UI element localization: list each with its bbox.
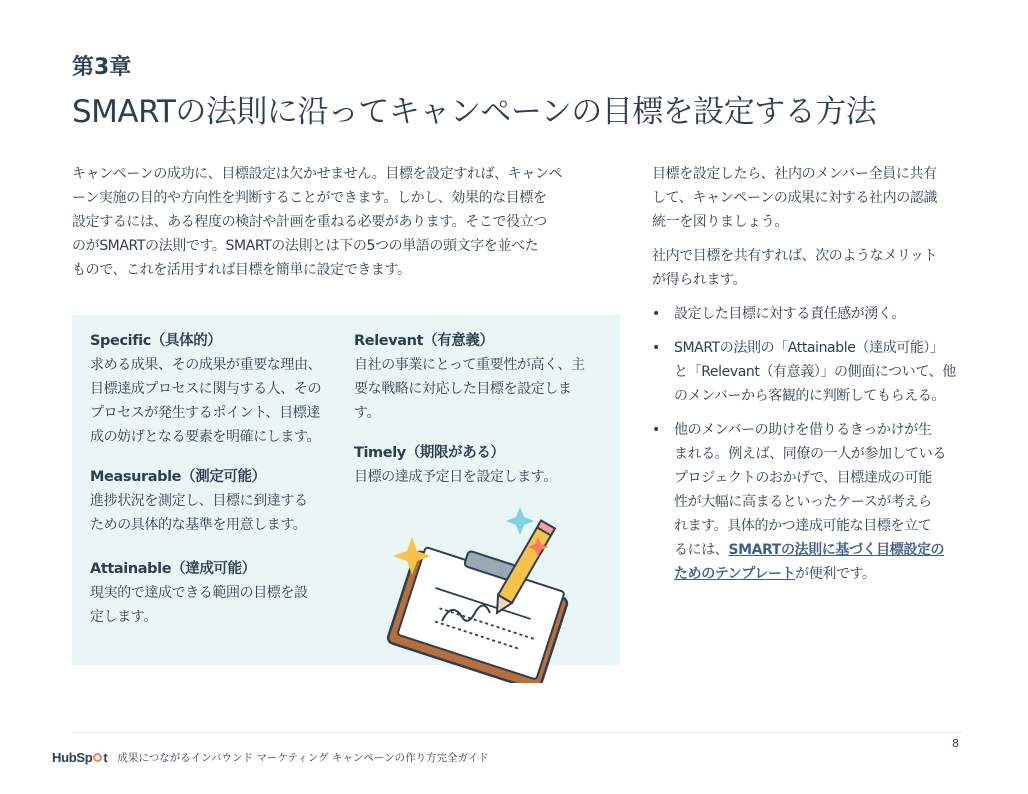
hubspot-logo xyxy=(52,750,107,765)
footer-divider xyxy=(72,732,962,733)
smart-attainable xyxy=(90,557,342,629)
list-item xyxy=(652,302,962,326)
list-item xyxy=(652,336,962,408)
smart-heading: Specific（具体的） xyxy=(90,333,222,349)
smart-text: 定します。 xyxy=(90,609,157,625)
text-line: SMARTの法則の「Attainable（達成可能）」 xyxy=(674,340,944,356)
chapter-label: 第3章 xyxy=(72,55,132,80)
smart-text: 現実的で達成できる範囲の目標を設 xyxy=(90,585,308,601)
smart-text: 目標の達成予定日を設定します。 xyxy=(354,469,557,485)
intro-line: ーン実施の目的や方向性を判断することができます。しかし、効果的な目標を xyxy=(72,190,547,206)
smart-text: 要な戦略に対応した目標を設定しま xyxy=(354,381,572,397)
smart-text: 自社の事業にとって重要性が高く、主 xyxy=(354,357,585,373)
smart-specific xyxy=(90,329,342,449)
smart-text: 成の妨げとなる要素を明確にします。 xyxy=(90,429,321,445)
smart-measurable xyxy=(90,465,342,537)
intro-paragraph xyxy=(72,162,600,282)
text-line: 性が大幅に高まるといったケースが考えら xyxy=(674,494,932,510)
smart-heading: Relevant（有意義） xyxy=(354,333,494,349)
smart-text: ための具体的な基準を用意します。 xyxy=(90,517,307,533)
text-line: が得られます。 xyxy=(652,272,747,288)
list-item xyxy=(652,418,962,586)
template-link[interactable]: ためのテンプレート xyxy=(674,566,796,582)
intro-line: もので、これを活用すれば目標を簡単に設定できます。 xyxy=(72,262,411,278)
smart-heading: Timely（期限がある） xyxy=(354,445,505,461)
page-title: SMARTの法則に沿ってキャンペーンの目標を設定する方法 xyxy=(72,94,877,130)
right-paragraph xyxy=(652,162,962,234)
smart-relevant xyxy=(354,329,602,425)
text-line: 統一を図りましょう。 xyxy=(652,214,788,230)
page-number: 8 xyxy=(952,737,959,750)
smart-text: プロセスが発生するポイント、目標達 xyxy=(90,405,320,421)
smart-box xyxy=(72,315,620,665)
text-line: れます。具体的かつ達成可能な目標を立て xyxy=(674,518,932,534)
text-line: まれる。例えば、同僚の一人が参加している xyxy=(674,446,946,462)
smart-text: す。 xyxy=(354,405,381,421)
smart-text: 求める成果、その成果が重要な理由、 xyxy=(90,357,322,373)
smart-heading: Measurable（測定可能） xyxy=(90,469,266,485)
right-paragraph xyxy=(652,244,962,292)
footer xyxy=(52,750,489,765)
guide-title: 成果につながるインバウンド マーケティング キャンペーンの作り方完全ガイド xyxy=(117,752,489,764)
right-column xyxy=(652,162,962,596)
intro-line: 設定するには、ある程度の検討や計画を重ねる必要があります。そこで役立つ xyxy=(72,214,547,230)
smart-text: 目標達成プロセスに関与する人、その xyxy=(90,381,322,397)
text-line: 設定した目標に対する責任感が湧く。 xyxy=(674,306,905,322)
intro-line: キャンペーンの成功に、目標設定は欠かせません。目標を設定すれば、キャンペ xyxy=(72,166,563,182)
logo-text: HubSp xyxy=(52,750,93,765)
sprocket-icon xyxy=(93,753,102,762)
text-line: のメンバーから客観的に判断してもらえる。 xyxy=(674,388,946,404)
text-line: 社内で目標を共有すれば、次のようなメリット xyxy=(652,248,938,264)
template-link[interactable]: SMARTの法則に基づく目標設定の xyxy=(728,542,945,558)
text-line: と「Relevant（有意義）」の側面について、他 xyxy=(674,364,956,380)
text-line: 他のメンバーの助けを借りるきっかけが生 xyxy=(674,422,932,438)
smart-text: 進捗状況を測定し、目標に到達する xyxy=(90,493,308,509)
intro-line: のがSMARTの法則です。SMARTの法則とは下の5つの単語の頭文字を並べた xyxy=(72,238,539,254)
text-line: プロジェクトのおかげで、目標達成の可能 xyxy=(674,470,932,486)
text-line: して、キャンペーンの成果に対する社内の認識 xyxy=(652,190,938,206)
smart-timely xyxy=(354,441,602,489)
text-line: るには、 xyxy=(674,542,729,558)
benefit-list xyxy=(652,302,962,586)
clipboard-illustration xyxy=(370,503,590,683)
logo-text: t xyxy=(103,750,108,765)
smart-heading: Attainable（達成可能） xyxy=(90,561,256,577)
text-line: 目標を設定したら、社内のメンバー全員に共有 xyxy=(652,166,937,182)
text-line: が便利です。 xyxy=(795,566,876,582)
